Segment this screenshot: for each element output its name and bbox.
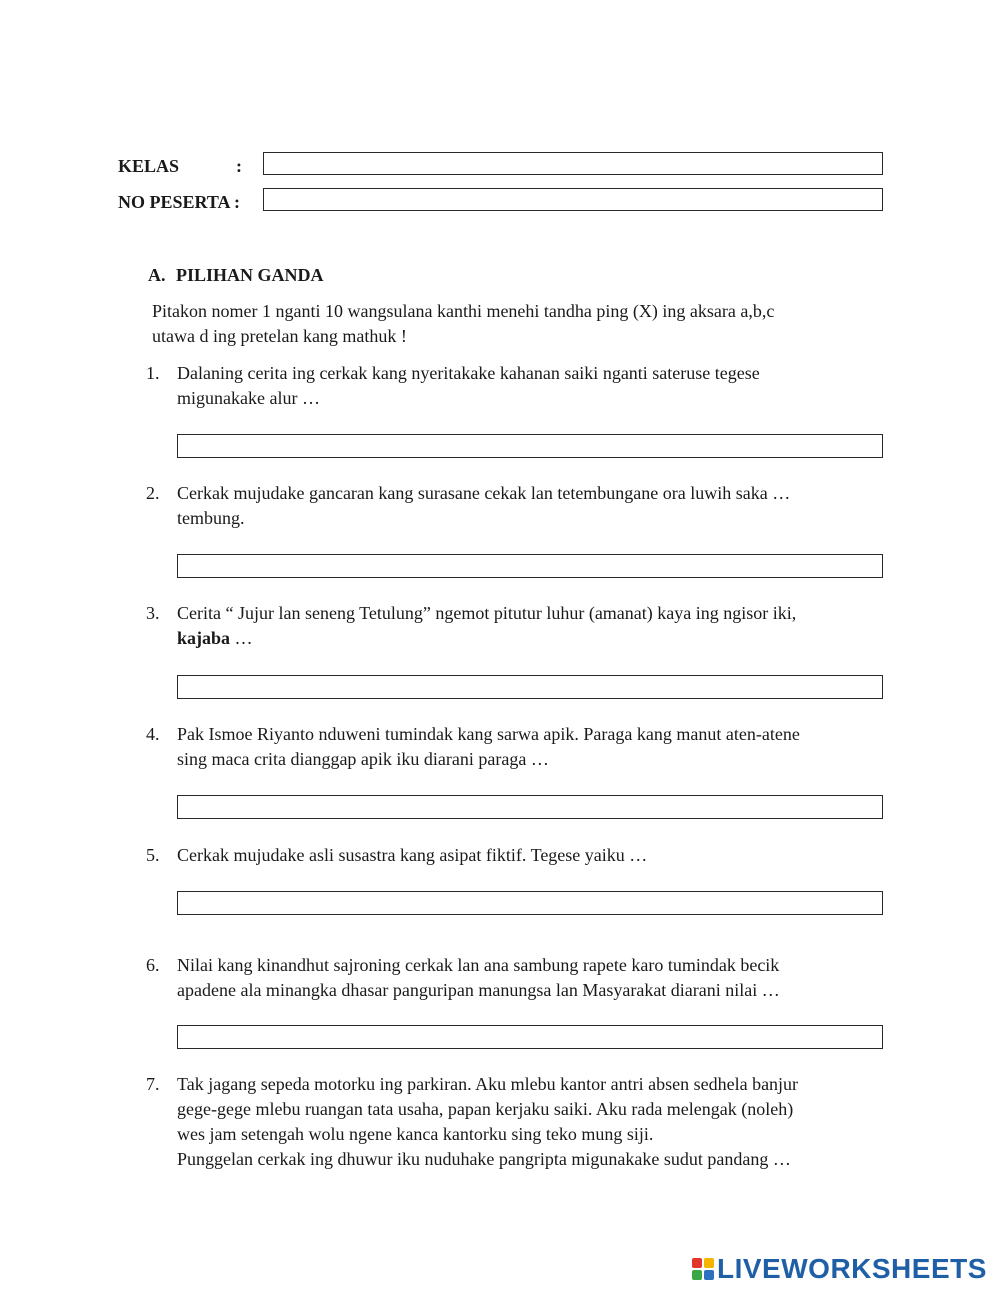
kelas-label: KELAS	[118, 156, 180, 176]
question-number: 4.	[146, 724, 160, 744]
question-line: gege-gege mlebu ruangan tata usaha, papan kerjaku saiki. Aku rada melengak (noleh)	[177, 1099, 794, 1119]
emphasis-kajaba: kajaba	[177, 628, 231, 648]
question-line: Cerkak mujudake asli susastra kang asipat fiktif. Tegese yaiku …	[177, 845, 648, 865]
section-heading	[148, 264, 324, 286]
answer-input-6[interactable]	[177, 1025, 883, 1049]
answer-input-2[interactable]	[177, 554, 883, 578]
liveworksheets-logo	[692, 1254, 987, 1284]
question-line: Cerita “ Jujur lan seneng Tetulung” ngemot pitutur luhur (amanat) kaya ing ngisor iki,	[177, 603, 797, 623]
question-line: Nilai kang kinandhut sajroning cerkak lan ana sambung rapete karo tumindak becik	[177, 955, 780, 975]
question-number: 5.	[146, 845, 160, 865]
question-number: 7.	[146, 1074, 160, 1094]
answer-input-5[interactable]	[177, 891, 883, 915]
no-peserta-label: NO PESERTA :	[118, 192, 241, 212]
answer-input-3[interactable]	[177, 675, 883, 699]
question-line: Dalaning cerita ing cerkak kang nyeritakake kahanan saiki nganti sateruse tegese	[177, 363, 760, 383]
question-number: 2.	[146, 483, 160, 503]
logo-block-red	[692, 1258, 702, 1268]
logo-block-blue	[704, 1270, 714, 1280]
question-line: tembung.	[177, 508, 245, 528]
question-line: Pak Ismoe Riyanto nduweni tumindak kang sarwa apik. Paraga kang manut aten-atene	[177, 724, 800, 744]
question-text	[177, 722, 882, 772]
question-text	[177, 953, 882, 1003]
question-line: migunakake alur …	[177, 388, 320, 408]
kelas-input[interactable]	[263, 152, 883, 175]
instructions-line: utawa d ing pretelan kang mathuk !	[152, 326, 407, 346]
no-peserta-input[interactable]	[263, 188, 883, 211]
logo-text: LIVEWORKSHEETS	[717, 1253, 987, 1284]
question-number: 6.	[146, 955, 160, 975]
logo-block-yellow	[704, 1258, 714, 1268]
question-line: sing maca crita dianggap apik iku diarani paraga …	[177, 749, 549, 769]
question-number: 3.	[146, 603, 160, 623]
kelas-colon: :	[236, 156, 242, 176]
instructions-line: Pitakon nomer 1 nganti 10 wangsulana kanthi menehi tandha ping (X) ing aksara a,b,c	[152, 301, 775, 321]
question-line: Cerkak mujudake gancaran kang surasane cekak lan tetembungane ora luwih saka …	[177, 483, 791, 503]
question-line-rest: …	[230, 628, 253, 648]
question-text	[177, 601, 882, 651]
answer-input-4[interactable]	[177, 795, 883, 819]
question-text	[177, 1072, 882, 1172]
question-line	[177, 626, 882, 651]
answer-input-1[interactable]	[177, 434, 883, 458]
question-text	[177, 481, 882, 531]
logo-blocks-icon	[692, 1258, 714, 1280]
section-title: PILIHAN GANDA	[176, 265, 324, 285]
question-line: apadene ala minangka dhasar panguripan manungsa lan Masyarakat diarani nilai …	[177, 980, 780, 1000]
logo-block-green	[692, 1270, 702, 1280]
question-line: Tak jagang sepeda motorku ing parkiran. Aku mlebu kantor antri absen sedhela banjur	[177, 1074, 799, 1094]
question-text	[177, 843, 882, 868]
instructions	[152, 299, 872, 349]
question-line: Punggelan cerkak ing dhuwur iku nuduhake pangripta migunakake sudut pandang …	[177, 1149, 791, 1169]
section-letter: A.	[148, 265, 166, 285]
question-line: wes jam setengah wolu ngene kanca kantorku sing teko mung siji.	[177, 1124, 654, 1144]
question-number: 1.	[146, 363, 160, 383]
question-text	[177, 361, 882, 411]
